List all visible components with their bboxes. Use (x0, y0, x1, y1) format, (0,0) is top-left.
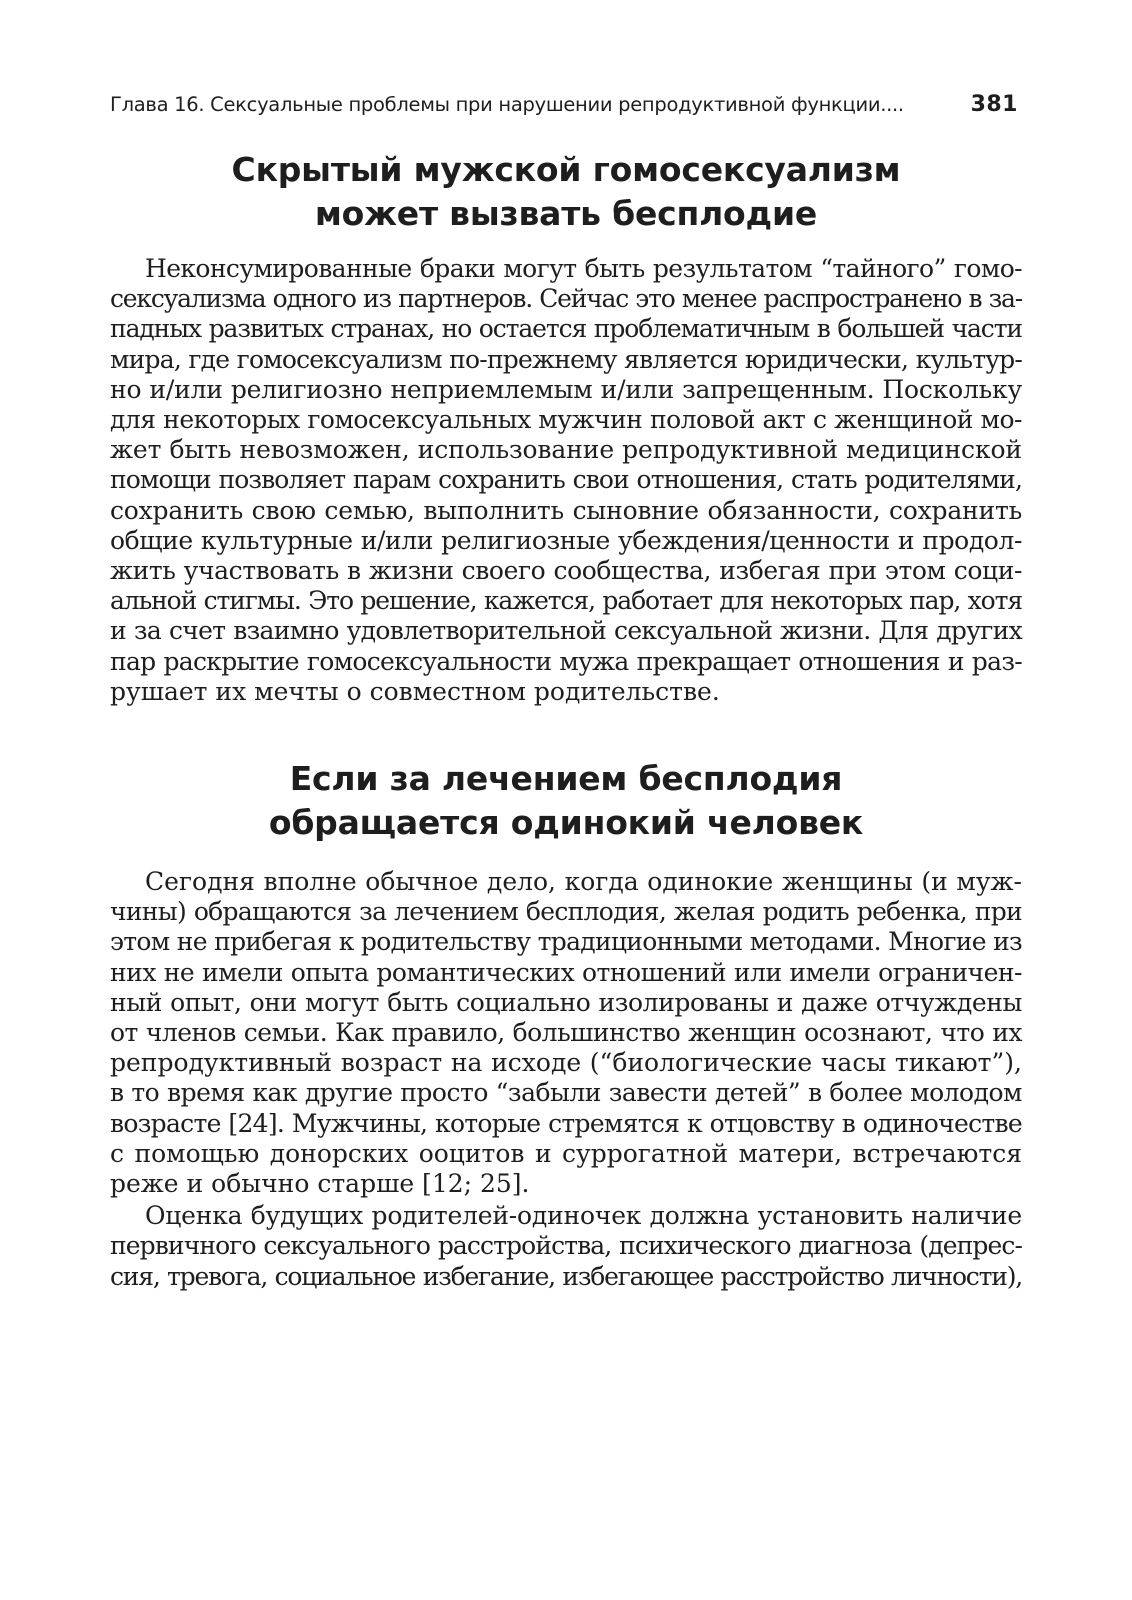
text-line: Сегодня вполне обычное дело, когда одинокие женщины (и муж- (145, 867, 1022, 897)
heading-line: Скрытый мужской гомосексуализм (231, 150, 901, 189)
text-line: пар раскрытие гомосексуальности мужа прекращает отношения и раз- (110, 646, 1022, 676)
heading-line: может вызвать бесплодие (314, 194, 818, 233)
text-line: и за счет взаимно удовлетворительной сексуальной жизни. Для других (110, 616, 1022, 646)
text-line: падных развитых странах, но остается проблематичным в большей части (110, 314, 1022, 344)
text-line: Неконсумированные браки могут быть результатом “тайного” гомо- (145, 254, 1022, 283)
text-line: мира, где гомосексуализм по-прежнему является юридически, культур- (110, 344, 1022, 374)
text-line: них не имели опыта романтических отношений или имели ограничен- (110, 957, 1022, 987)
page-number: 381 (970, 92, 1018, 117)
section-2-paragraph-2 (110, 1201, 1022, 1292)
text-line: чины) обращаются за лечением бесплодия, желая родить ребенка, при (110, 897, 1022, 927)
text-line: репродуктивный возраст на исходе (“биологические часы тикают”), (110, 1048, 1022, 1078)
text-line: для некоторых гомосексуальных мужчин половой акт с женщиной мо- (110, 405, 1022, 435)
text-line: реже и обычно старше [12; 25]. (110, 1169, 530, 1199)
text-line: этом не прибегая к родительству традиционными методами. Многие из (110, 927, 1022, 957)
text-line: от членов семьи. Как правило, большинство женщин осознают, что их (110, 1018, 1022, 1048)
section-heading-single-patient (110, 757, 1022, 845)
text-line: с помощью донорских ооцитов и суррогатной матери, встречаются (110, 1138, 1022, 1168)
chapter-running-title: Глава 16. Сексуальные проблемы при нарушении репродуктивной функции.... (110, 93, 904, 116)
book-page (110, 92, 1022, 1292)
text-line: альной стигмы. Это решение, кажется, работает для некоторых пар, хотя (110, 586, 1022, 616)
text-line: жет быть невозможен, использование репродуктивной медицинской (110, 435, 1022, 465)
text-line: общие культурные и/или религиозные убеждения/ценности и продол- (110, 525, 1022, 555)
heading-line: обращается одинокий человек (268, 803, 864, 843)
section-heading-hidden-homosexuality (110, 148, 1022, 236)
text-line: но и/или религиозно неприемлемым и/или запрещенным. Поскольку (110, 374, 1022, 404)
heading-line: Если за лечением бесплодия (289, 759, 843, 799)
text-line: первичного сексуального расстройства, психического диагноза (депрес- (110, 1231, 1022, 1261)
text-line: рушает их мечты о совместном родительстве. (110, 676, 720, 706)
section-1-paragraph (110, 254, 1022, 707)
text-line: возрасте [24]. Мужчины, которые стремятся к отцовству в одиночестве (110, 1108, 1022, 1138)
text-line: сия, тревога, социальное избегание, избегающее расстройство личности), (110, 1261, 1022, 1291)
text-line: жить участвовать в жизни своего сообщества, избегая при этом соци- (110, 556, 1022, 586)
text-line: сексуализма одного из партнеров. Сейчас это менее распространено в за- (110, 284, 1022, 314)
section-2-paragraph-1 (110, 867, 1022, 1199)
text-line: помощи позволяет парам сохранить свои отношения, стать родителями, (110, 465, 1022, 495)
text-line: ный опыт, они могут быть социально изолированы и даже отчуждены (110, 987, 1022, 1017)
text-line: сохранить свою семью, выполнить сыновние обязанности, сохранить (110, 495, 1022, 525)
text-line: в то время как другие просто “забыли завести детей” в более молодом (110, 1078, 1022, 1108)
running-header (110, 92, 1022, 128)
text-line: Оценка будущих родителей-одиночек должна установить наличие (145, 1201, 1022, 1231)
